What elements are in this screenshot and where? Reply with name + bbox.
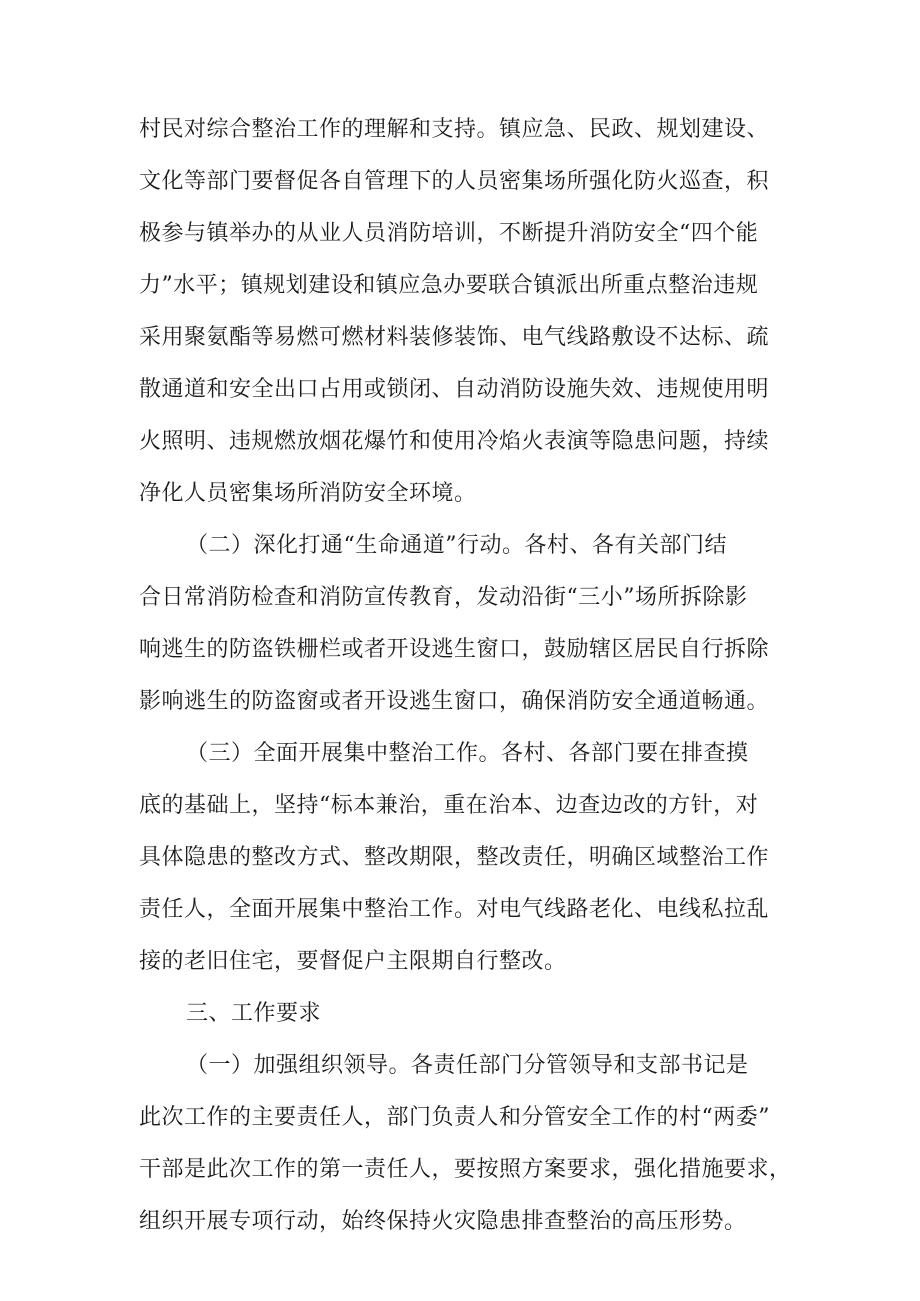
text-line: 接的老旧住宅，要督促户主限期自行整改。 [139,949,567,974]
paragraph-heading-1: （一）加强组织领导。各责任部门分管领导和支部书记是 [186,1053,749,1078]
text-line: 火照明、违规燃放烟花爆竹和使用冷焰火表演等隐患问题，持续 [139,429,770,454]
text-line: 责任人，全面开展集中整治工作。对电气线路老化、电线私拉乱 [139,897,770,922]
text-line: 合日常消防检查和消防宣传教育，发动沿街“三小”场所拆除影 [139,585,748,610]
text-line: 采用聚氨酯等易燃可燃材料装修装饰、电气线路敷设不达标、疏 [139,325,770,350]
paragraph-heading-2: （二）深化打通“生命通道”行动。各村、各有关部门结 [186,533,727,558]
section-heading: 三、工作要求 [186,1001,322,1026]
text-line: 此次工作的主要责任人，部门负责人和分管安全工作的村“两委” [139,1105,770,1130]
text-line: 影响逃生的防盗窗或者开设逃生窗口，确保消防安全通道畅通。 [139,689,770,714]
text-line: 响逃生的防盗铁栅栏或者开设逃生窗口，鼓励辖区居民自行拆除 [139,637,770,662]
text-line: 文化等部门要督促各自管理下的人员密集场所强化防火巡查，积 [139,169,770,194]
text-line: 干部是此次工作的第一责任人，要按照方案要求，强化措施要求， [139,1157,792,1182]
text-line: 底的基础上，坚持“标本兼治，重在治本、边查边改的方针，对 [139,793,759,818]
text-line: 村民对综合整治工作的理解和支持。镇应急、民政、规划建设、 [139,117,770,142]
text-line: 具体隐患的整改方式、整改期限，整改责任，明确区域整治工作 [139,845,770,870]
text-line: 力”水平；镇规划建设和镇应急办要联合镇派出所重点整治违规 [139,273,759,298]
text-line: 净化人员密集场所消防安全环境。 [139,481,477,506]
text-line: 组织开展专项行动，始终保持火灾隐患排查整治的高压形势。 [139,1209,747,1234]
text-line: 散通道和安全出口占用或锁闭、自动消防设施失效、违规使用明 [139,377,770,402]
text-line: 极参与镇举办的从业人员消防培训，不断提升消防安全“四个能 [139,221,759,246]
paragraph-heading-3: （三）全面开展集中整治工作。各村、各部门要在排查摸 [186,741,749,766]
